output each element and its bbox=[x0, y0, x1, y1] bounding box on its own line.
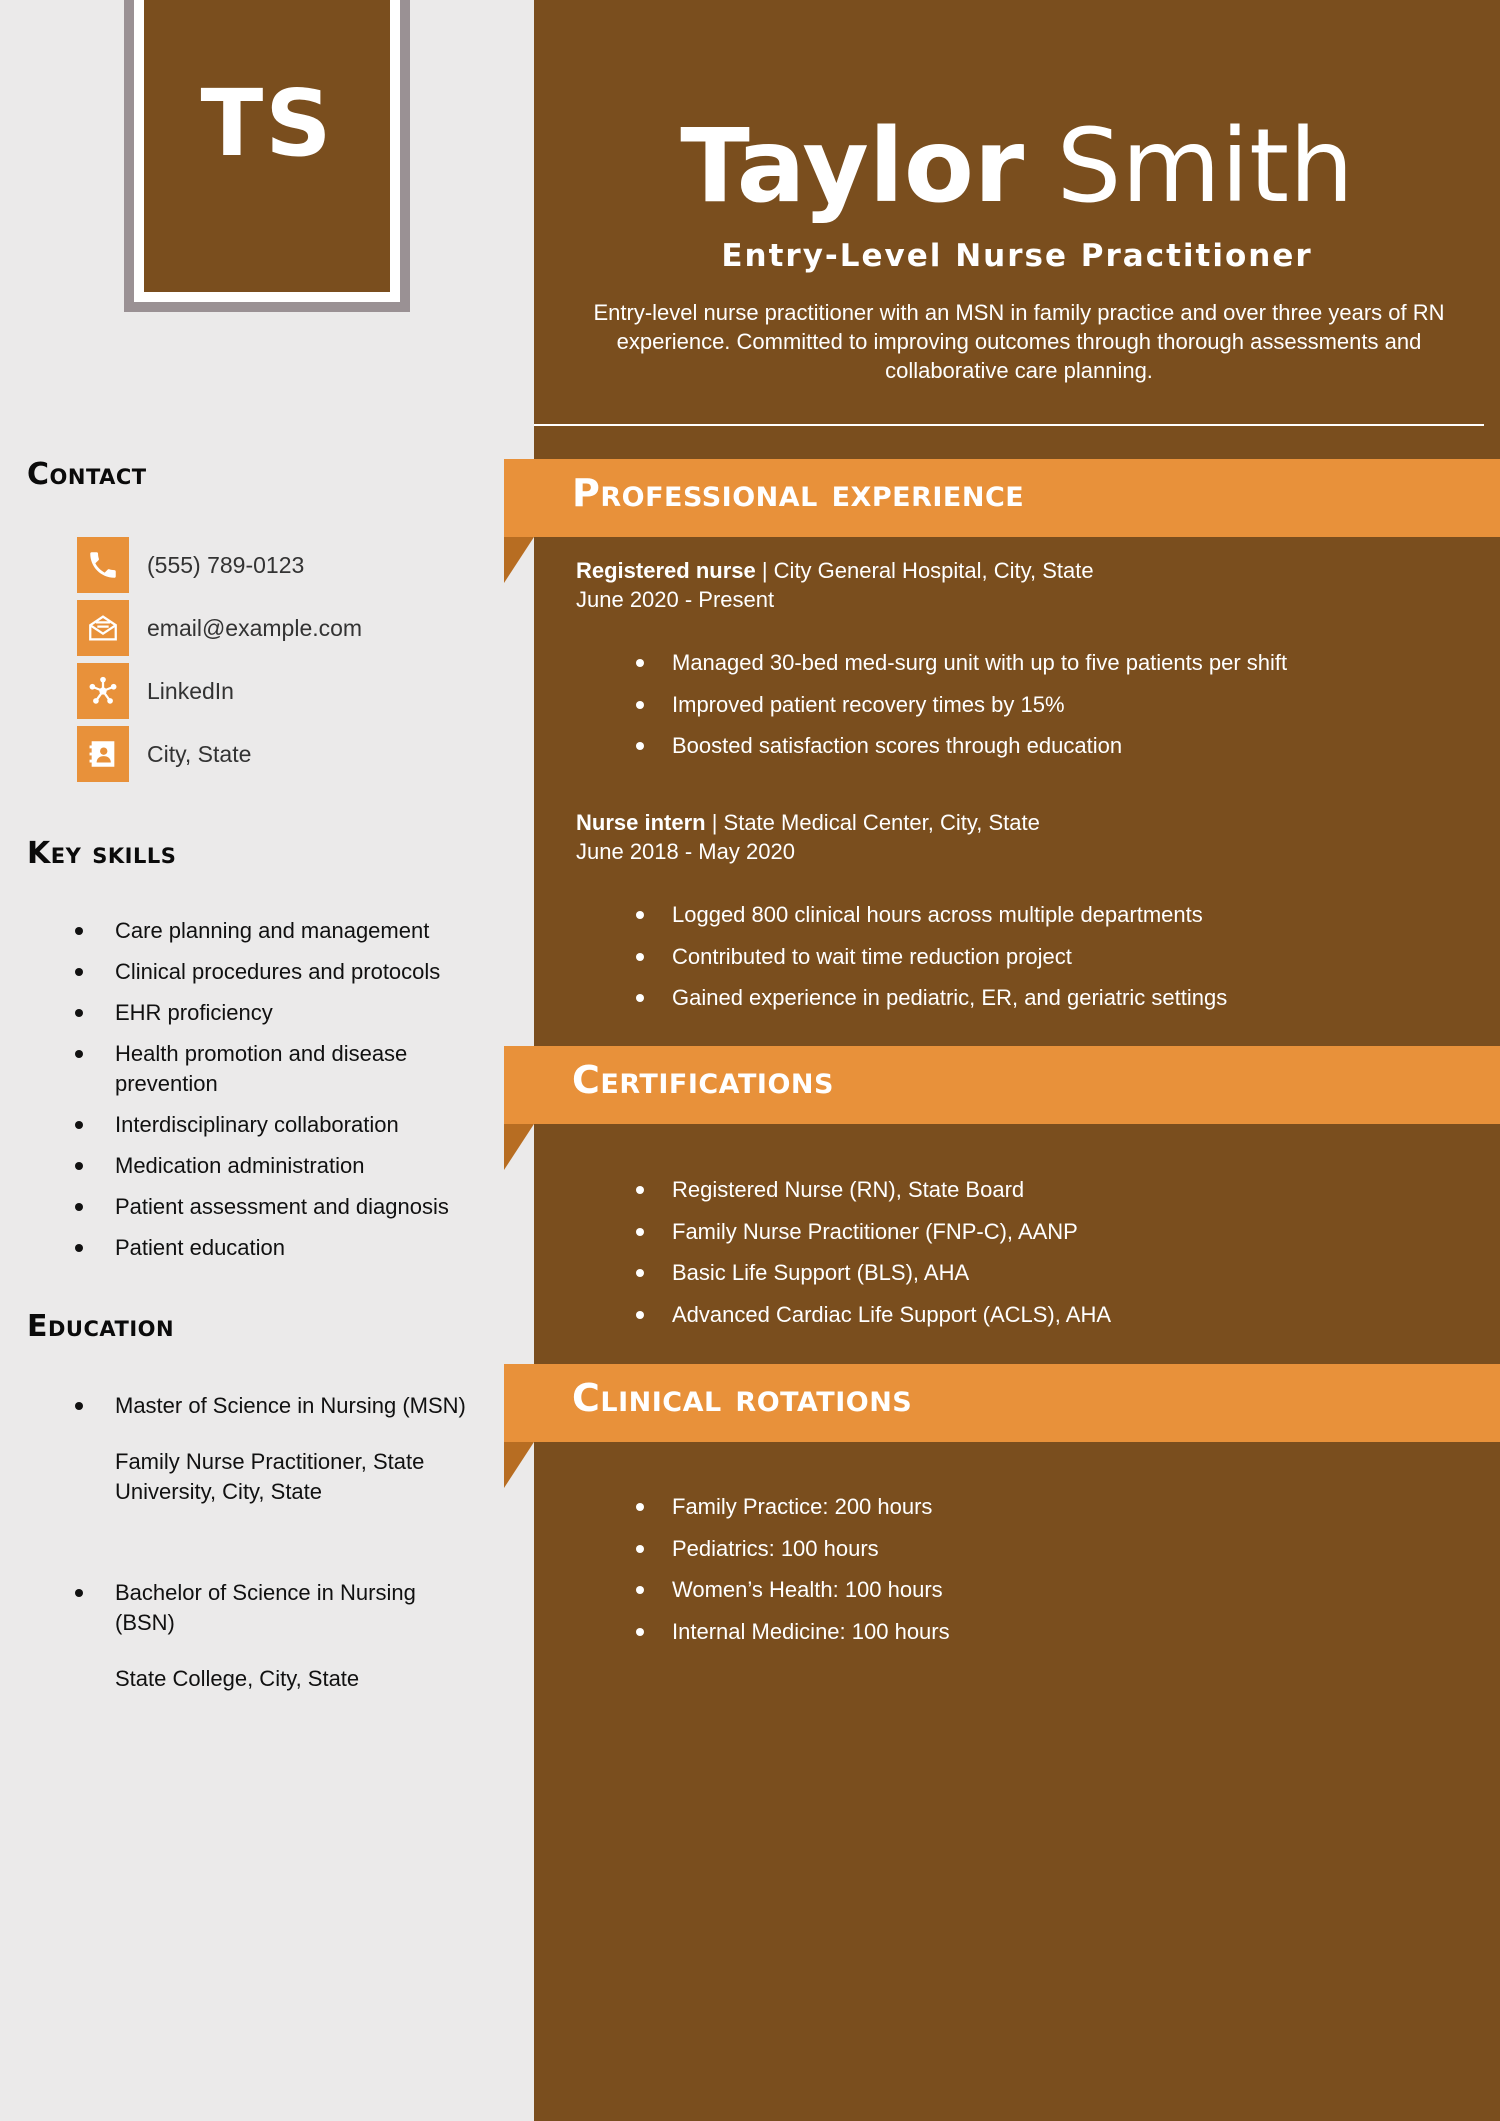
education-detail: Family Nurse Practitioner, State University, City, State bbox=[115, 1449, 425, 1504]
education-detail: State College, City, State bbox=[115, 1666, 360, 1691]
first-name: Taylor bbox=[680, 107, 1025, 226]
skill-item: Health promotion and disease prevention bbox=[0, 1039, 490, 1099]
job-dates: June 2020 - Present bbox=[576, 587, 775, 612]
rotation-item: Pediatrics: 100 hours bbox=[576, 1534, 1476, 1563]
certifications-heading: Certifications bbox=[572, 1058, 834, 1102]
job-bullet: Logged 800 clinical hours across multiple departments bbox=[576, 900, 1476, 929]
contact-location-text: City, State bbox=[147, 740, 252, 767]
education-item bbox=[0, 1391, 480, 1507]
experience-heading: Professional experience bbox=[572, 471, 1025, 515]
contact-card-icon bbox=[77, 726, 129, 782]
contact-linkedin[interactable] bbox=[77, 663, 234, 719]
contact-heading: Contact bbox=[27, 457, 147, 492]
certification-item: Advanced Cardiac Life Support (ACLS), AHA bbox=[576, 1300, 1476, 1329]
certifications-ribbon bbox=[504, 1046, 1500, 1124]
rotation-item: Family Practice: 200 hours bbox=[576, 1492, 1476, 1521]
job-bullets bbox=[576, 648, 1476, 773]
skill-item: Interdisciplinary collaboration bbox=[0, 1110, 490, 1140]
contact-email-text: email@example.com bbox=[147, 614, 363, 641]
summary: Entry-level nurse practitioner with an MSN in family practice and over three years of RN experience. Committed to improving outcomes through thorough assessments and collaborative care planning. bbox=[593, 300, 1445, 383]
skill-item: EHR proficiency bbox=[0, 998, 490, 1028]
contact-phone[interactable] bbox=[77, 537, 305, 593]
skill-item: Medication administration bbox=[0, 1151, 490, 1181]
contact-phone-text: (555) 789-0123 bbox=[147, 551, 305, 578]
education-degree: Master of Science in Nursing (MSN) bbox=[0, 1391, 480, 1421]
job-title: Entry-Level Nurse Practitioner bbox=[721, 238, 1313, 274]
rotation-item: Internal Medicine: 100 hours bbox=[576, 1617, 1476, 1646]
certification-item: Registered Nurse (RN), State Board bbox=[576, 1175, 1476, 1204]
sidebar bbox=[0, 0, 534, 2121]
job-dates: June 2018 - May 2020 bbox=[576, 839, 795, 864]
job-header bbox=[576, 556, 1094, 614]
job-org: | City General Hospital, City, State bbox=[755, 558, 1094, 583]
job-header bbox=[576, 808, 1040, 866]
header-divider bbox=[534, 424, 1484, 426]
contact-location bbox=[77, 726, 252, 782]
education-degree: Bachelor of Science in Nursing (BSN) bbox=[0, 1578, 480, 1638]
job-bullet: Improved patient recovery times by 15% bbox=[576, 690, 1476, 719]
skill-item: Clinical procedures and protocols bbox=[0, 957, 490, 987]
last-name: Smith bbox=[1056, 107, 1354, 226]
rotations-list bbox=[576, 1492, 1476, 1658]
contact-linkedin-text: LinkedIn bbox=[147, 677, 234, 704]
education-heading: Education bbox=[27, 1309, 175, 1344]
envelope-icon bbox=[77, 600, 129, 656]
education-item bbox=[0, 1578, 480, 1694]
phone-icon bbox=[77, 537, 129, 593]
ribbon-fold bbox=[504, 537, 534, 583]
full-name bbox=[534, 102, 1500, 232]
experience-ribbon bbox=[504, 459, 1500, 537]
skill-item: Care planning and management bbox=[0, 916, 490, 946]
skill-item: Patient assessment and diagnosis bbox=[0, 1192, 490, 1222]
certification-item: Family Nurse Practitioner (FNP-C), AANP bbox=[576, 1217, 1476, 1246]
job-role: Nurse intern bbox=[576, 810, 706, 835]
certification-item: Basic Life Support (BLS), AHA bbox=[576, 1258, 1476, 1287]
job-bullet: Gained experience in pediatric, ER, and geriatric settings bbox=[576, 983, 1476, 1012]
skills-list bbox=[0, 916, 490, 1274]
monogram-frame bbox=[124, 0, 410, 312]
rotations-ribbon bbox=[504, 1364, 1500, 1442]
network-icon bbox=[77, 663, 129, 719]
job-bullet: Contributed to wait time reduction project bbox=[576, 942, 1476, 971]
ribbon-fold bbox=[504, 1124, 534, 1170]
rotations-heading: Clinical rotations bbox=[572, 1376, 913, 1420]
job-org: | State Medical Center, City, State bbox=[705, 810, 1040, 835]
job-role: Registered nurse bbox=[576, 558, 756, 583]
rotation-item: Women’s Health: 100 hours bbox=[576, 1575, 1476, 1604]
job-bullet: Boosted satisfaction scores through education bbox=[576, 731, 1476, 760]
skills-heading: Key skills bbox=[27, 836, 177, 871]
ribbon-fold bbox=[504, 1442, 534, 1488]
certifications-list bbox=[576, 1175, 1476, 1341]
skill-item: Patient education bbox=[0, 1233, 490, 1263]
contact-email[interactable] bbox=[77, 600, 363, 656]
monogram: TS bbox=[200, 70, 334, 177]
job-bullets bbox=[576, 900, 1476, 1025]
job-bullet: Managed 30-bed med-surg unit with up to five patients per shift bbox=[576, 648, 1476, 677]
